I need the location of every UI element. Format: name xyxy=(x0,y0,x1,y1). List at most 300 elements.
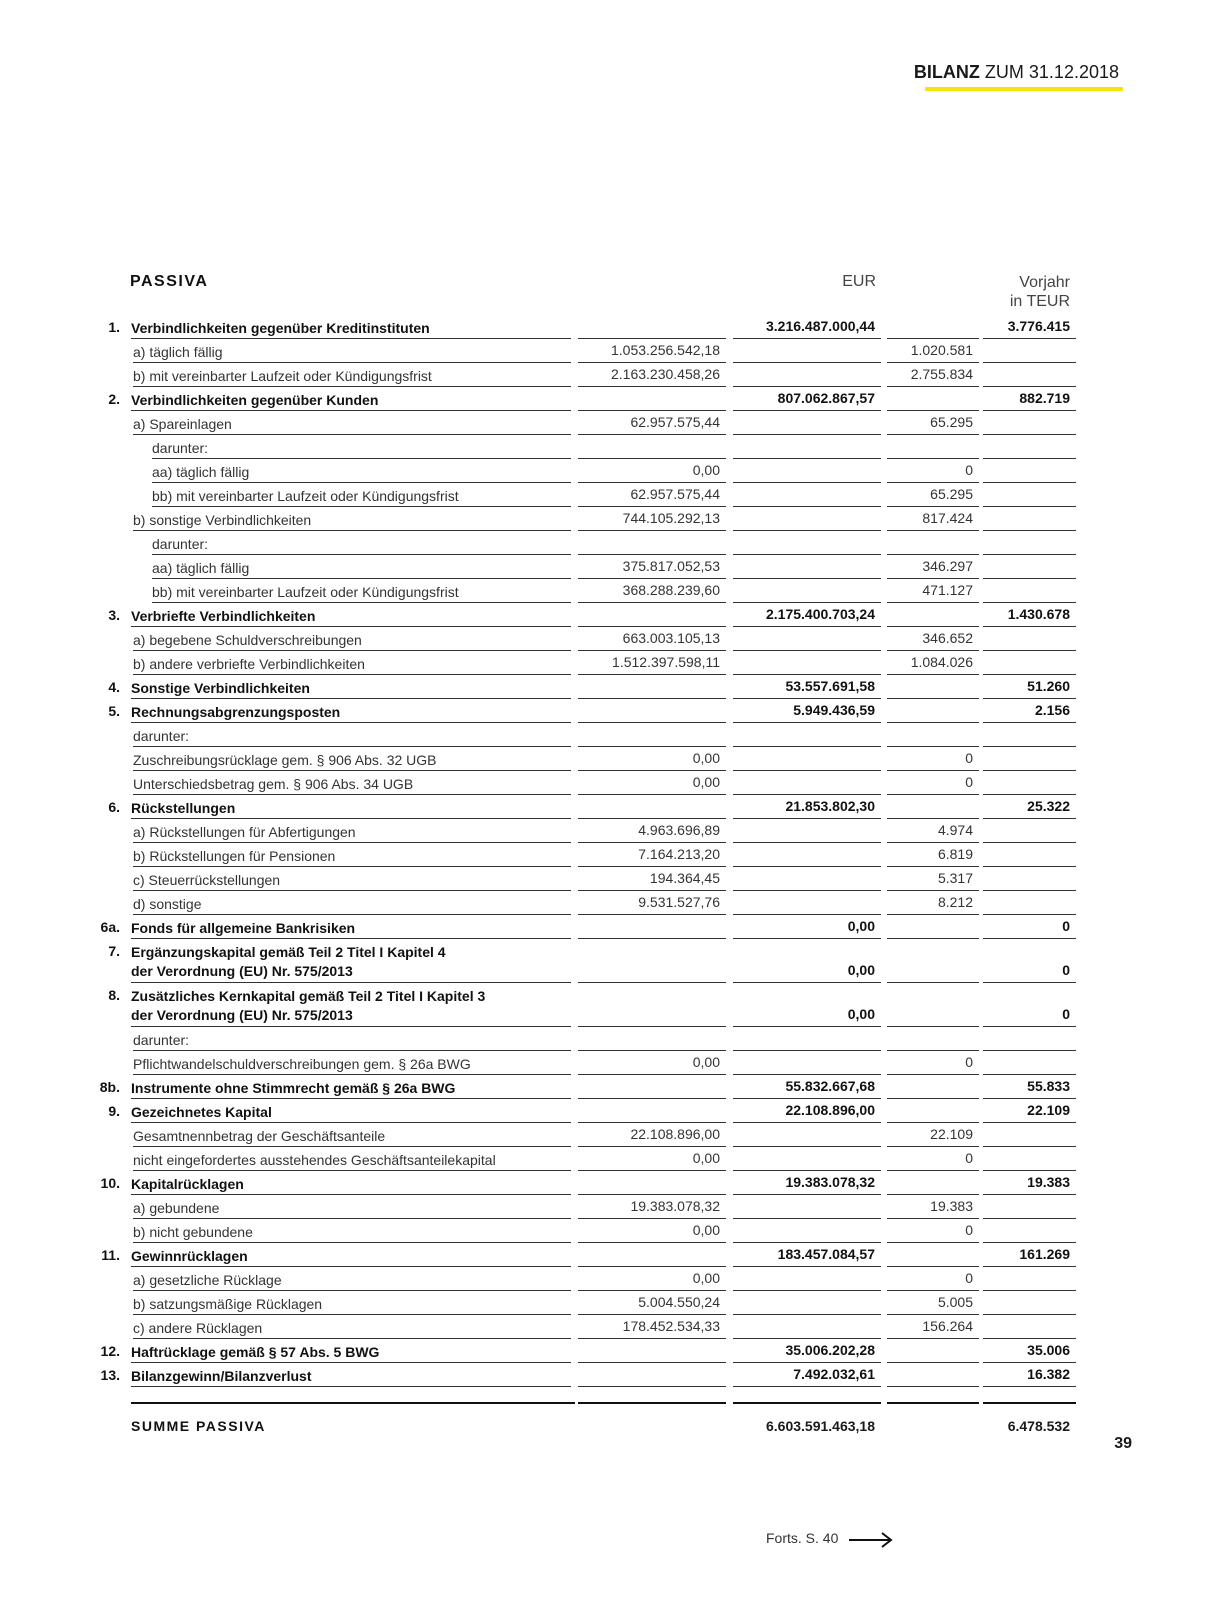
row-label-line: b) sonstige Verbindlichkeiten xyxy=(133,512,312,528)
row-value-v3 xyxy=(887,1195,979,1219)
row-value-v4 xyxy=(983,1099,1076,1123)
row-value-v2 xyxy=(733,747,881,771)
table-row xyxy=(0,1123,1208,1147)
row-value-v3 xyxy=(887,747,979,771)
row-number: 8. xyxy=(108,987,120,1003)
table-row xyxy=(0,459,1208,483)
row-label-line: aa) täglich fällig xyxy=(152,560,250,576)
row-label xyxy=(152,535,208,554)
row-label xyxy=(131,703,340,722)
row-value-text: 0,00 xyxy=(692,1054,720,1070)
row-value-v2 xyxy=(733,843,881,867)
row-value-v2 xyxy=(733,531,881,555)
row-value-v3 xyxy=(887,795,979,819)
table-row xyxy=(0,1051,1208,1075)
row-value-v3 xyxy=(887,1291,979,1315)
table-row xyxy=(0,1363,1208,1387)
row-value-text: 2.163.230.458,26 xyxy=(611,366,720,382)
row-value-v4 xyxy=(983,1363,1076,1387)
row-value-text: 21.853.802,30 xyxy=(785,798,875,814)
row-value-v2 xyxy=(733,723,881,747)
header-title-bold: BILANZ xyxy=(913,62,980,82)
table-row xyxy=(0,1315,1208,1339)
row-value-v4 xyxy=(983,1171,1076,1195)
row-value-v2 xyxy=(733,1099,881,1123)
row-value-v4 xyxy=(983,315,1076,339)
row-value-v1 xyxy=(578,1099,726,1123)
row-value-text: 5.004.550,24 xyxy=(638,1294,720,1310)
row-value-v2 xyxy=(733,315,881,339)
row-number: 1. xyxy=(108,319,120,335)
row-value-v3 xyxy=(887,891,979,915)
row-label xyxy=(152,559,249,578)
row-value-v1 xyxy=(578,1219,726,1243)
row-value-text: 22.108.896,00 xyxy=(630,1126,720,1142)
row-value-v4 xyxy=(983,1027,1076,1051)
row-value-v4 xyxy=(983,363,1076,387)
row-value-v1 xyxy=(578,435,726,459)
row-value-v3 xyxy=(887,339,979,363)
page-number: 39 xyxy=(1114,1435,1132,1452)
row-label xyxy=(133,847,335,866)
row-value-v3 xyxy=(887,483,979,507)
row-label xyxy=(133,751,437,770)
row-number: 5. xyxy=(108,703,120,719)
row-label-line: darunter: xyxy=(152,536,209,552)
row-label xyxy=(133,1319,262,1338)
table-row xyxy=(0,795,1208,819)
table-row xyxy=(0,651,1208,675)
row-label-line: Sonstige Verbindlichkeiten xyxy=(131,680,310,696)
row-value-v3 xyxy=(887,819,979,843)
row-value-text: 0,00 xyxy=(847,1006,875,1022)
row-value-text: 375.817.052,53 xyxy=(622,558,720,574)
row-value-v4 xyxy=(983,1075,1076,1099)
row-value-v3 xyxy=(887,651,979,675)
row-value-v1 xyxy=(578,915,726,939)
row-label-line: d) sonstige xyxy=(133,896,202,912)
row-value-v2 xyxy=(733,483,881,507)
row-value-v1 xyxy=(578,675,726,699)
row-value-v2 xyxy=(733,1339,881,1363)
table-row xyxy=(0,1243,1208,1267)
table-row xyxy=(0,1027,1208,1051)
row-value-v2 xyxy=(733,867,881,891)
row-value-v1 xyxy=(578,579,726,603)
row-number: 11. xyxy=(101,1247,120,1263)
row-value-v1 xyxy=(578,1123,726,1147)
row-label-line: aa) täglich fällig xyxy=(152,464,250,480)
row-value-v3 xyxy=(887,459,979,483)
row-value-v4 xyxy=(983,843,1076,867)
row-label xyxy=(133,1271,282,1290)
row-value-v1 xyxy=(578,1051,726,1075)
table-row xyxy=(0,1219,1208,1243)
row-value-v2 xyxy=(733,651,881,675)
row-label-line: Unterschiedsbetrag gem. § 906 Abs. 34 UGB xyxy=(133,776,414,792)
row-label-line: Gesamtnennbetrag der Geschäftsanteile xyxy=(133,1128,386,1144)
row-value-v2 xyxy=(733,1123,881,1147)
table-row xyxy=(0,339,1208,363)
row-label-line: Ergänzungskapital gemäß Teil 2 Titel I Kapitel 4 xyxy=(131,944,446,960)
table-row xyxy=(0,891,1208,915)
row-value-text: 346.297 xyxy=(922,558,973,574)
row-value-v2 xyxy=(733,939,881,983)
row-label-rule xyxy=(131,1386,571,1387)
row-value-v3 xyxy=(887,1171,979,1195)
row-value-v4 xyxy=(983,1147,1076,1171)
row-value-text: 19.383.078,32 xyxy=(630,1198,720,1214)
row-value-text: 1.053.256.542,18 xyxy=(611,342,720,358)
table-row xyxy=(0,867,1208,891)
row-value-v1 xyxy=(578,795,726,819)
row-label xyxy=(133,895,201,914)
row-number: 2. xyxy=(108,391,120,407)
row-value-v1 xyxy=(578,531,726,555)
row-value-v3 xyxy=(887,699,979,723)
row-value-v4 xyxy=(983,579,1076,603)
table-row xyxy=(0,675,1208,699)
row-value-text: 5.005 xyxy=(937,1294,973,1310)
table-row xyxy=(0,435,1208,459)
row-label-line: a) täglich fällig xyxy=(133,344,223,360)
row-value-v1 xyxy=(578,363,726,387)
row-value-v3 xyxy=(887,675,979,699)
row-value-v1 xyxy=(578,1243,726,1267)
row-label xyxy=(133,823,356,842)
row-value-text: 5.949.436,59 xyxy=(793,702,875,718)
row-value-text: 4.974 xyxy=(937,822,973,838)
row-label-line: Fonds für allgemeine Bankrisiken xyxy=(131,920,356,936)
row-value-text: 2.175.400.703,24 xyxy=(766,606,875,622)
row-value-v1 xyxy=(578,411,726,435)
row-value-v4 xyxy=(983,459,1076,483)
row-label xyxy=(152,463,249,482)
row-label xyxy=(133,1199,219,1218)
row-label xyxy=(133,415,232,434)
row-value-text: 7.492.032,61 xyxy=(793,1366,875,1382)
row-label xyxy=(131,1343,379,1362)
row-number: 9. xyxy=(108,1103,120,1119)
row-value-v2 xyxy=(733,1291,881,1315)
row-value-v2 xyxy=(733,699,881,723)
row-value-v4 xyxy=(983,1051,1076,1075)
row-value-v4 xyxy=(983,1291,1076,1315)
row-label xyxy=(152,487,459,506)
row-value-text: 5.317 xyxy=(937,870,973,886)
row-label-line: c) Steuerrückstellungen xyxy=(133,872,281,888)
row-number: 6. xyxy=(108,799,120,815)
row-value-text: 471.127 xyxy=(922,582,973,598)
continued-note[interactable]: Forts. S. 40 xyxy=(766,1530,839,1546)
row-label-line: Zuschreibungsrücklage gem. § 906 Abs. 32 UGB xyxy=(133,752,437,768)
row-value-v3 xyxy=(887,603,979,627)
table-row xyxy=(0,1339,1208,1363)
row-value-v1 xyxy=(578,315,726,339)
row-value-v1 xyxy=(578,627,726,651)
row-value-text: 2.156 xyxy=(1034,702,1070,718)
row-value-text: 0 xyxy=(965,1270,973,1286)
row-value-v1 xyxy=(578,1027,726,1051)
table-row xyxy=(0,1267,1208,1291)
row-label xyxy=(133,1127,385,1146)
summary-rule-label xyxy=(131,1402,575,1404)
row-value-v3 xyxy=(887,1339,979,1363)
row-label xyxy=(152,439,208,458)
row-number: 4. xyxy=(108,679,120,695)
row-value-v1 xyxy=(578,1315,726,1339)
row-value-v2 xyxy=(733,579,881,603)
row-value-v2 xyxy=(733,1315,881,1339)
row-label xyxy=(133,343,223,362)
table-row xyxy=(0,915,1208,939)
row-value-v2 xyxy=(733,1051,881,1075)
summary-label: SUMME PASSIVA xyxy=(131,1418,266,1434)
row-value-v3 xyxy=(887,1315,979,1339)
row-value-text: 0 xyxy=(965,1150,973,1166)
row-value-text: 62.957.575,44 xyxy=(630,486,720,502)
row-value-v3 xyxy=(887,627,979,651)
row-label xyxy=(131,1103,272,1122)
row-label-line: Verbindlichkeiten gegenüber Kreditinstituten xyxy=(131,320,430,336)
row-value-text: 1.084.026 xyxy=(910,654,973,670)
row-value-v1 xyxy=(578,555,726,579)
summary-prev-value: 6.478.532 xyxy=(1007,1418,1070,1434)
row-value-text: 0 xyxy=(965,1054,973,1070)
arrow-right-icon[interactable] xyxy=(848,1531,894,1549)
row-value-text: 0 xyxy=(965,462,973,478)
row-value-v4 xyxy=(983,1195,1076,1219)
row-value-v1 xyxy=(578,1363,726,1387)
row-value-v2 xyxy=(733,1219,881,1243)
column-header-prev-year-line2: in TEUR xyxy=(1009,293,1070,310)
row-label-line: Gewinnrücklagen xyxy=(131,1248,248,1264)
summary-rule-col3 xyxy=(887,1402,979,1404)
row-value-v1 xyxy=(578,459,726,483)
row-value-v1 xyxy=(578,867,726,891)
row-value-v2 xyxy=(733,1171,881,1195)
row-value-v2 xyxy=(733,627,881,651)
row-value-v4 xyxy=(983,939,1076,983)
row-value-v2 xyxy=(733,1075,881,1099)
row-value-text: 744.105.292,13 xyxy=(622,510,720,526)
row-value-text: 8.212 xyxy=(937,894,973,910)
table-row xyxy=(0,411,1208,435)
row-value-v4 xyxy=(983,915,1076,939)
row-value-text: 817.424 xyxy=(922,510,973,526)
row-value-text: 183.457.084,57 xyxy=(777,1246,875,1262)
row-value-v4 xyxy=(983,723,1076,747)
row-value-v3 xyxy=(887,915,979,939)
row-value-text: 1.512.397.598,11 xyxy=(612,654,720,670)
row-value-v2 xyxy=(733,459,881,483)
row-value-text: 194.364,45 xyxy=(649,870,720,886)
row-label-line: Gezeichnetes Kapital xyxy=(131,1104,272,1120)
row-value-v4 xyxy=(983,1243,1076,1267)
row-value-v4 xyxy=(983,627,1076,651)
row-value-v2 xyxy=(733,1147,881,1171)
row-value-v2 xyxy=(733,891,881,915)
row-value-v3 xyxy=(887,1099,979,1123)
row-label-line: c) andere Rücklagen xyxy=(133,1320,263,1336)
row-label xyxy=(131,1367,311,1386)
row-value-v4 xyxy=(983,867,1076,891)
summary-rule-col2 xyxy=(733,1402,881,1404)
row-number: 10. xyxy=(100,1175,120,1191)
row-value-text: 25.322 xyxy=(1027,798,1070,814)
column-header-prev-year xyxy=(960,273,1070,311)
row-label-line: a) Spareinlagen xyxy=(133,416,232,432)
row-value-v4 xyxy=(983,771,1076,795)
row-value-v2 xyxy=(733,675,881,699)
row-value-text: 807.062.867,57 xyxy=(777,390,875,406)
row-label xyxy=(131,1247,248,1266)
row-value-v1 xyxy=(578,843,726,867)
row-value-v1 xyxy=(578,1291,726,1315)
row-value-text: 156.264 xyxy=(922,1318,973,1334)
row-value-v2 xyxy=(733,1243,881,1267)
row-value-v1 xyxy=(578,891,726,915)
row-number: 3. xyxy=(108,607,120,623)
row-value-text: 0,00 xyxy=(692,774,720,790)
row-value-text: 35.006 xyxy=(1027,1342,1070,1358)
table-row xyxy=(0,315,1208,339)
table-title: PASSIVA xyxy=(130,273,209,290)
row-value-v3 xyxy=(887,843,979,867)
row-label-line: Verbindlichkeiten gegenüber Kunden xyxy=(131,392,379,408)
row-label-line: darunter: xyxy=(133,728,190,744)
row-label xyxy=(131,943,446,981)
row-value-v3 xyxy=(887,1219,979,1243)
row-label xyxy=(133,1223,253,1242)
table-row xyxy=(0,983,1208,1027)
row-value-v2 xyxy=(733,771,881,795)
row-value-v4 xyxy=(983,983,1076,1027)
row-value-v4 xyxy=(983,531,1076,555)
row-label-line: b) mit vereinbarter Laufzeit oder Kündigungsfrist xyxy=(133,368,432,384)
table-row xyxy=(0,1171,1208,1195)
row-value-text: 7.164.213,20 xyxy=(638,846,720,862)
row-value-v1 xyxy=(578,699,726,723)
row-value-v1 xyxy=(578,819,726,843)
row-value-v1 xyxy=(578,1075,726,1099)
row-value-v2 xyxy=(733,1027,881,1051)
table-row xyxy=(0,1291,1208,1315)
row-value-text: 0 xyxy=(1062,962,1070,978)
row-value-text: 6.819 xyxy=(937,846,973,862)
row-label-line: bb) mit vereinbarter Laufzeit oder Kündigungsfrist xyxy=(152,584,459,600)
row-value-text: 0,00 xyxy=(847,962,875,978)
header-title-rest: ZUM 31.12.2018 xyxy=(979,62,1119,82)
row-value-text: 3.776.415 xyxy=(1007,318,1070,334)
row-label xyxy=(131,1079,455,1098)
row-label xyxy=(131,1175,244,1194)
row-label xyxy=(133,511,311,530)
row-label xyxy=(131,607,315,626)
row-value-text: 0 xyxy=(965,1222,973,1238)
table-row xyxy=(0,1195,1208,1219)
row-value-text: 65.295 xyxy=(930,486,973,502)
table-row xyxy=(0,939,1208,983)
row-value-v3 xyxy=(887,723,979,747)
table-row xyxy=(0,603,1208,627)
summary-rule-col4 xyxy=(983,1402,1076,1404)
row-value-text: 0 xyxy=(965,750,973,766)
row-value-text: 53.557.691,58 xyxy=(785,678,875,694)
row-value-text: 0 xyxy=(1062,918,1070,934)
row-value-text: 0,00 xyxy=(692,462,720,478)
row-value-v3 xyxy=(887,1363,979,1387)
row-value-v3 xyxy=(887,1147,979,1171)
row-label-line: nicht eingefordertes ausstehendes Geschäftsanteilekapital xyxy=(133,1152,496,1168)
row-value-text: 19.383 xyxy=(1027,1174,1070,1190)
row-value-text: 3.216.487.000,44 xyxy=(766,318,875,334)
row-label xyxy=(133,1031,189,1050)
row-value-v3 xyxy=(887,435,979,459)
row-value-v4 xyxy=(983,1339,1076,1363)
summary-rule-col1 xyxy=(578,1402,726,1404)
table-row xyxy=(0,747,1208,771)
row-value-text: 35.006.202,28 xyxy=(785,1342,875,1358)
row-label-line: Rechnungsabgrenzungsposten xyxy=(131,704,341,720)
row-value-text: 19.383 xyxy=(930,1198,973,1214)
row-label-line: der Verordnung (EU) Nr. 575/2013 xyxy=(131,963,353,979)
row-label xyxy=(133,1295,322,1314)
page-header-title xyxy=(914,62,1119,83)
row-label xyxy=(133,1055,471,1074)
row-value-v2 xyxy=(733,819,881,843)
row-label-line: b) Rückstellungen für Pensionen xyxy=(133,848,336,864)
row-value-v3 xyxy=(887,555,979,579)
row-label-line: darunter: xyxy=(133,1032,190,1048)
row-value-v3 xyxy=(887,411,979,435)
row-value-v2 xyxy=(733,339,881,363)
row-value-text: 0 xyxy=(965,774,973,790)
row-value-text: 22.109 xyxy=(930,1126,973,1142)
row-value-v4 xyxy=(983,339,1076,363)
row-number: 7. xyxy=(108,943,120,959)
row-value-v4 xyxy=(983,699,1076,723)
row-value-v2 xyxy=(733,363,881,387)
row-label-line: Instrumente ohne Stimmrecht gemäß § 26a BWG xyxy=(131,1080,456,1096)
row-value-v1 xyxy=(578,1195,726,1219)
row-value-v2 xyxy=(733,507,881,531)
row-label xyxy=(133,775,413,794)
row-value-text: 51.260 xyxy=(1027,678,1070,694)
row-label-line: a) Rückstellungen für Abfertigungen xyxy=(133,824,356,840)
row-value-v2 xyxy=(733,603,881,627)
row-value-v1 xyxy=(578,339,726,363)
row-value-v3 xyxy=(887,579,979,603)
row-value-text: 62.957.575,44 xyxy=(630,414,720,430)
row-number: 13. xyxy=(100,1367,120,1383)
row-value-v3 xyxy=(887,531,979,555)
row-value-v4 xyxy=(983,411,1076,435)
row-value-text: 0,00 xyxy=(692,750,720,766)
row-label-line: bb) mit vereinbarter Laufzeit oder Kündigungsfrist xyxy=(152,488,459,504)
row-number: 6a. xyxy=(100,919,120,935)
row-value-v2 xyxy=(733,915,881,939)
row-value-v3 xyxy=(887,771,979,795)
row-value-text: 346.652 xyxy=(922,630,973,646)
row-value-v3 xyxy=(887,315,979,339)
row-value-v1 xyxy=(578,387,726,411)
row-label-line: der Verordnung (EU) Nr. 575/2013 xyxy=(131,1007,353,1023)
row-label-line: Kapitalrücklagen xyxy=(131,1176,244,1192)
row-label xyxy=(131,987,485,1025)
summary-eur-value: 6.603.591.463,18 xyxy=(766,1418,875,1434)
table-row xyxy=(0,387,1208,411)
